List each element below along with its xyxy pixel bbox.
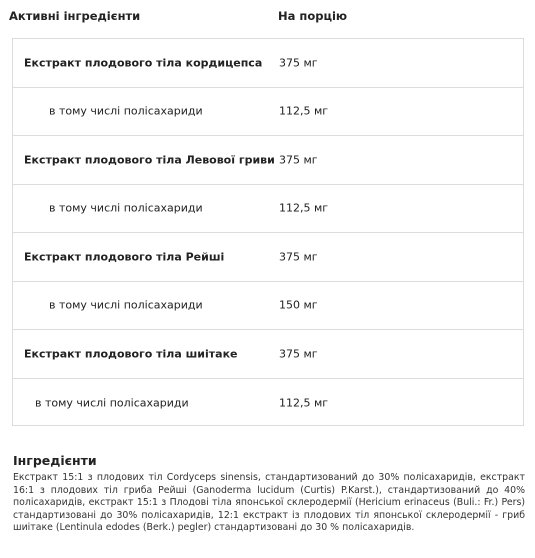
ingredient-name: в тому числі полісахариди: [49, 201, 203, 215]
header-per-serving: На порцію: [278, 9, 348, 23]
table-row: [13, 39, 523, 88]
table-row: [13, 233, 523, 282]
ingredient-amount: 112,5 мг: [279, 201, 329, 215]
table-row: [13, 282, 523, 331]
header-active-ingredients: Активні інгредієнти: [9, 9, 141, 23]
ingredient-name: в тому числі полісахариди: [35, 396, 189, 410]
ingredient-amount: 375 мг: [279, 250, 318, 264]
table-header: [0, 0, 535, 38]
ingredient-amount: 112,5 мг: [279, 104, 329, 118]
ingredient-name: в тому числі полісахариди: [49, 104, 203, 118]
ingredient-amount: 375 мг: [279, 347, 318, 361]
table-row: [13, 379, 523, 428]
table-row: [13, 330, 523, 379]
ingredient-name: Екстракт плодового тіла кордицепса: [24, 56, 263, 70]
ingredient-name: в тому числі полісахариди: [49, 298, 203, 312]
ingredient-amount: 150 мг: [279, 298, 318, 312]
ingredient-amount: 375 мг: [279, 153, 318, 167]
nutrition-table: [12, 38, 524, 426]
ingredient-name: Екстракт плодового тіла шиітаке: [24, 347, 238, 361]
ingredient-amount: 375 мг: [279, 56, 318, 70]
ingredients-description: Екстракт 15:1 з плодових тіл Cordyceps sinensis, стандартизований до 30% полісахаридів, екстракт 16:1 з плодових тіл гриба Рейші (Ganoderma lucidum (Curtis) P.Karst.), стандартизований до 40% полісахаридів, екстракт 15:1 з Плодові тіла японської склеродермії (Hericium erinaceus (Buli.: Fr.) Pers) стандартизовані до 30% полісахаридів, 12:1 екстракт із плодових тіл японської склеродермії - гриб шиітаке (Lentinula edodes (Berk.) pegler) стандартизовані до 30 % полісахаридів.: [13, 472, 525, 534]
table-row: [13, 88, 523, 137]
ingredient-name: Екстракт плодового тіла Рейші: [24, 250, 225, 264]
table-row: [13, 136, 523, 185]
ingredient-name: Екстракт плодового тіла Левової гриви: [24, 153, 275, 167]
table-row: [13, 185, 523, 234]
ingredient-amount: 112,5 мг: [279, 396, 329, 410]
ingredients-heading: Інгредієнти: [13, 453, 97, 468]
